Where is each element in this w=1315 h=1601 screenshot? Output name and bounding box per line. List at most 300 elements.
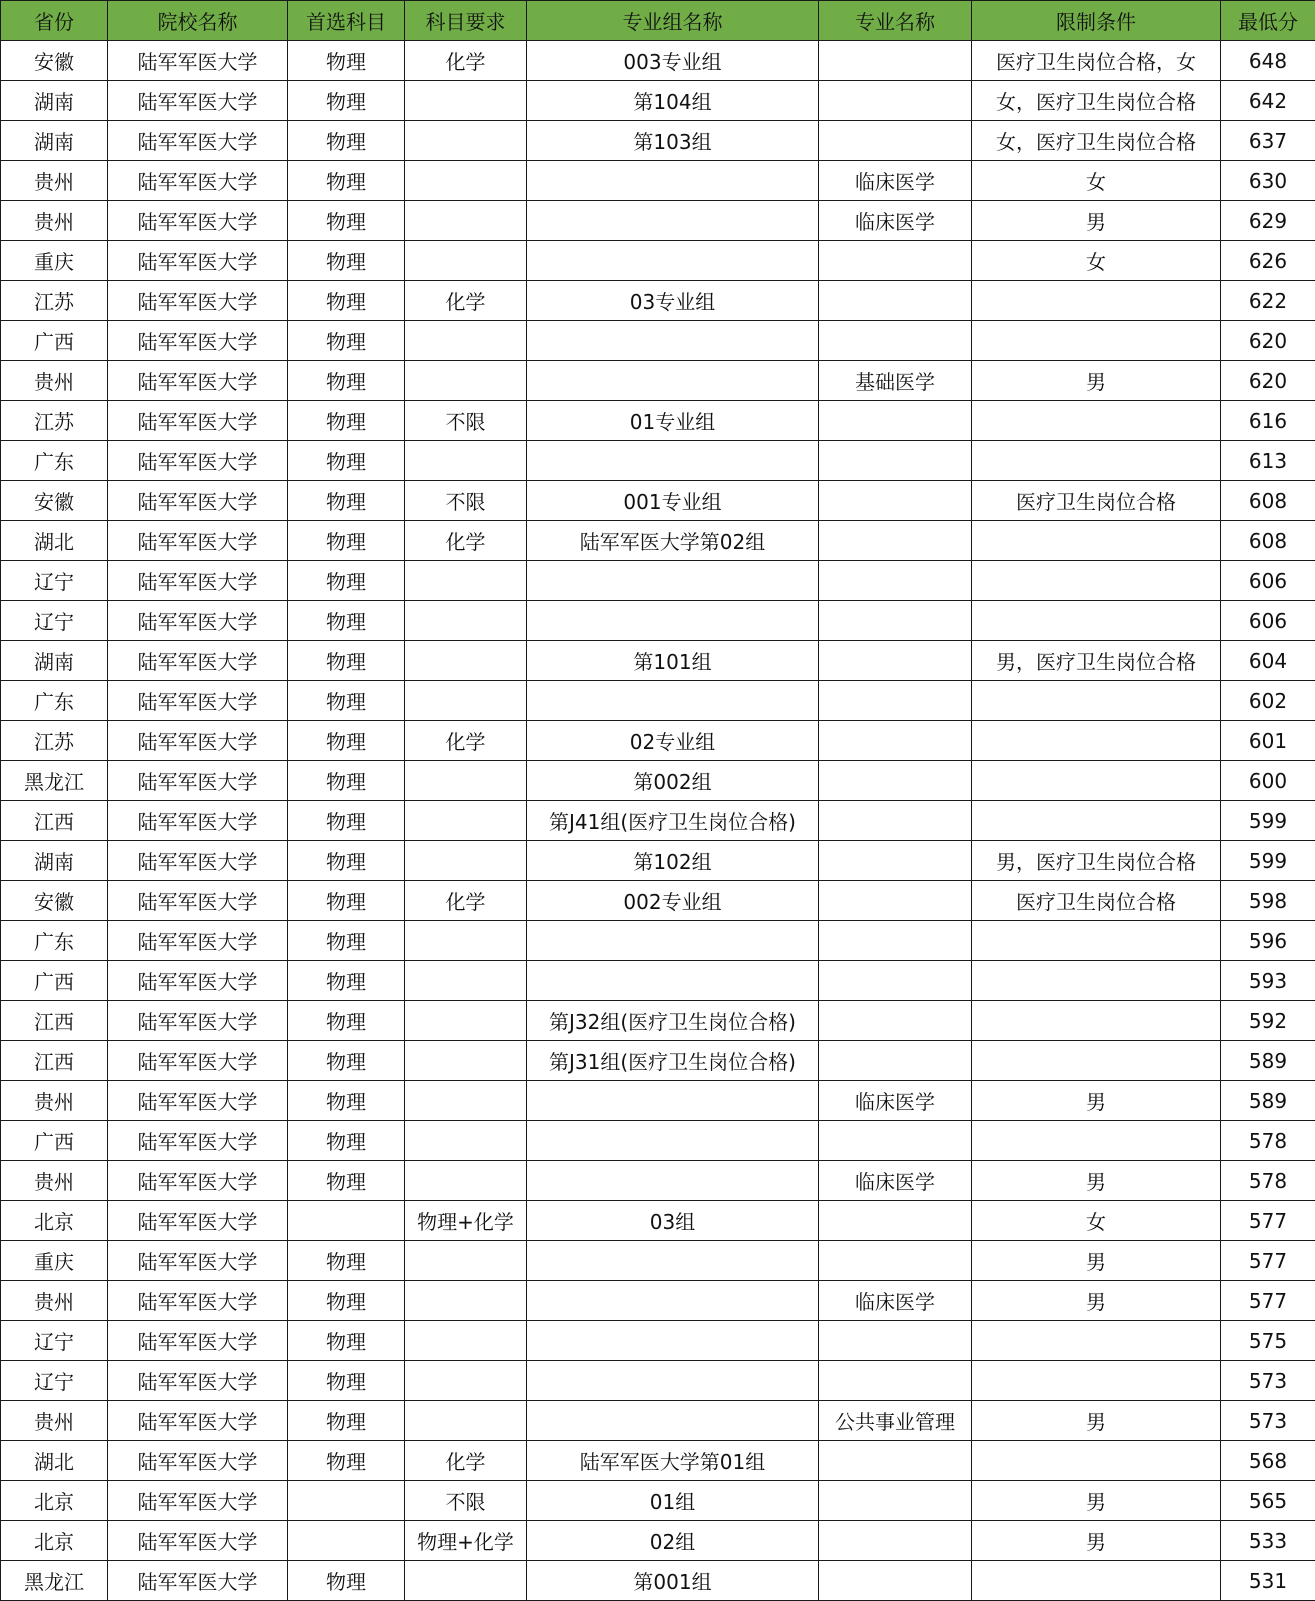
table-row bbox=[1, 1441, 1315, 1481]
first-subject-cell: 物理 bbox=[288, 681, 405, 721]
major-name-cell bbox=[819, 281, 972, 321]
major-group-cell: 第102组 bbox=[527, 841, 819, 881]
table-row bbox=[1, 1001, 1315, 1041]
table-row bbox=[1, 41, 1315, 81]
restriction-cell: 男 bbox=[972, 361, 1221, 401]
restriction-cell: 女 bbox=[972, 241, 1221, 281]
major-name-cell bbox=[819, 1561, 972, 1601]
major-name-cell: 临床医学 bbox=[819, 161, 972, 201]
subject-requirement-cell bbox=[405, 761, 527, 801]
school-name-cell: 陆军军医大学 bbox=[108, 161, 288, 201]
major-name-cell bbox=[819, 1241, 972, 1281]
province-cell: 江西 bbox=[1, 1001, 108, 1041]
min-score-cell: 599 bbox=[1221, 801, 1315, 841]
table-row bbox=[1, 241, 1315, 281]
major-name-cell bbox=[819, 1041, 972, 1081]
school-name-cell: 陆军军医大学 bbox=[108, 1121, 288, 1161]
school-name-cell: 陆军军医大学 bbox=[108, 441, 288, 481]
table-row bbox=[1, 1281, 1315, 1321]
province-cell: 江苏 bbox=[1, 401, 108, 441]
first-subject-cell: 物理 bbox=[288, 481, 405, 521]
first-subject-cell: 物理 bbox=[288, 241, 405, 281]
first-subject-cell: 物理 bbox=[288, 1561, 405, 1601]
restriction-cell bbox=[972, 1121, 1221, 1161]
province-cell: 贵州 bbox=[1, 1281, 108, 1321]
first-subject-cell: 物理 bbox=[288, 201, 405, 241]
major-name-cell bbox=[819, 1001, 972, 1041]
min-score-cell: 613 bbox=[1221, 441, 1315, 481]
major-name-cell: 临床医学 bbox=[819, 1081, 972, 1121]
province-cell: 辽宁 bbox=[1, 561, 108, 601]
min-score-cell: 577 bbox=[1221, 1281, 1315, 1321]
header-province: 省份 bbox=[1, 1, 108, 41]
subject-requirement-cell: 化学 bbox=[405, 1441, 527, 1481]
restriction-cell bbox=[972, 761, 1221, 801]
major-group-cell bbox=[527, 1281, 819, 1321]
restriction-cell: 医疗卫生岗位合格 bbox=[972, 481, 1221, 521]
subject-requirement-cell bbox=[405, 361, 527, 401]
province-cell: 黑龙江 bbox=[1, 761, 108, 801]
province-cell: 江西 bbox=[1, 1041, 108, 1081]
major-name-cell bbox=[819, 1441, 972, 1481]
school-name-cell: 陆军军医大学 bbox=[108, 1241, 288, 1281]
major-name-cell bbox=[819, 41, 972, 81]
province-cell: 重庆 bbox=[1, 1241, 108, 1281]
major-name-cell bbox=[819, 1201, 972, 1241]
major-group-cell bbox=[527, 1401, 819, 1441]
restriction-cell: 医疗卫生岗位合格 bbox=[972, 881, 1221, 921]
school-name-cell: 陆军军医大学 bbox=[108, 281, 288, 321]
major-name-cell bbox=[819, 1521, 972, 1561]
table-row bbox=[1, 1521, 1315, 1561]
major-group-cell: 第103组 bbox=[527, 121, 819, 161]
major-name-cell bbox=[819, 561, 972, 601]
province-cell: 北京 bbox=[1, 1481, 108, 1521]
first-subject-cell: 物理 bbox=[288, 881, 405, 921]
province-cell: 北京 bbox=[1, 1201, 108, 1241]
min-score-cell: 620 bbox=[1221, 321, 1315, 361]
table-row bbox=[1, 641, 1315, 681]
restriction-cell: 男 bbox=[972, 1241, 1221, 1281]
province-cell: 安徽 bbox=[1, 881, 108, 921]
major-group-cell: 01组 bbox=[527, 1481, 819, 1521]
subject-requirement-cell bbox=[405, 1081, 527, 1121]
province-cell: 贵州 bbox=[1, 1401, 108, 1441]
major-group-cell: 第J41组(医疗卫生岗位合格) bbox=[527, 801, 819, 841]
restriction-cell: 男，医疗卫生岗位合格 bbox=[972, 641, 1221, 681]
province-cell: 安徽 bbox=[1, 481, 108, 521]
school-name-cell: 陆军军医大学 bbox=[108, 1361, 288, 1401]
first-subject-cell: 物理 bbox=[288, 1121, 405, 1161]
first-subject-cell: 物理 bbox=[288, 1361, 405, 1401]
province-cell: 江苏 bbox=[1, 721, 108, 761]
min-score-cell: 589 bbox=[1221, 1081, 1315, 1121]
major-group-cell bbox=[527, 1361, 819, 1401]
first-subject-cell: 物理 bbox=[288, 601, 405, 641]
first-subject-cell: 物理 bbox=[288, 81, 405, 121]
header-major-group-name: 专业组名称 bbox=[527, 1, 819, 41]
first-subject-cell: 物理 bbox=[288, 1441, 405, 1481]
province-cell: 重庆 bbox=[1, 241, 108, 281]
province-cell: 湖南 bbox=[1, 841, 108, 881]
major-group-cell bbox=[527, 321, 819, 361]
table-row bbox=[1, 881, 1315, 921]
major-group-cell bbox=[527, 1081, 819, 1121]
min-score-cell: 565 bbox=[1221, 1481, 1315, 1521]
major-group-cell: 03专业组 bbox=[527, 281, 819, 321]
first-subject-cell: 物理 bbox=[288, 1081, 405, 1121]
province-cell: 贵州 bbox=[1, 201, 108, 241]
subject-requirement-cell: 不限 bbox=[405, 481, 527, 521]
school-name-cell: 陆军军医大学 bbox=[108, 81, 288, 121]
table-row bbox=[1, 1321, 1315, 1361]
subject-requirement-cell bbox=[405, 241, 527, 281]
school-name-cell: 陆军军医大学 bbox=[108, 1041, 288, 1081]
subject-requirement-cell bbox=[405, 201, 527, 241]
min-score-cell: 629 bbox=[1221, 201, 1315, 241]
major-group-cell: 第J31组(医疗卫生岗位合格) bbox=[527, 1041, 819, 1081]
table-row bbox=[1, 441, 1315, 481]
major-group-cell bbox=[527, 921, 819, 961]
min-score-cell: 601 bbox=[1221, 721, 1315, 761]
major-group-cell: 001专业组 bbox=[527, 481, 819, 521]
school-name-cell: 陆军军医大学 bbox=[108, 1481, 288, 1521]
major-group-cell bbox=[527, 1241, 819, 1281]
school-name-cell: 陆军军医大学 bbox=[108, 401, 288, 441]
subject-requirement-cell: 化学 bbox=[405, 721, 527, 761]
min-score-cell: 573 bbox=[1221, 1401, 1315, 1441]
min-score-cell: 637 bbox=[1221, 121, 1315, 161]
min-score-cell: 573 bbox=[1221, 1361, 1315, 1401]
major-group-cell bbox=[527, 201, 819, 241]
min-score-cell: 531 bbox=[1221, 1561, 1315, 1601]
major-name-cell bbox=[819, 441, 972, 481]
school-name-cell: 陆军军医大学 bbox=[108, 881, 288, 921]
min-score-cell: 620 bbox=[1221, 361, 1315, 401]
major-group-cell: 02组 bbox=[527, 1521, 819, 1561]
school-name-cell: 陆军军医大学 bbox=[108, 1321, 288, 1361]
province-cell: 广西 bbox=[1, 1121, 108, 1161]
min-score-cell: 598 bbox=[1221, 881, 1315, 921]
province-cell: 江西 bbox=[1, 801, 108, 841]
major-name-cell bbox=[819, 1481, 972, 1521]
min-score-cell: 606 bbox=[1221, 601, 1315, 641]
first-subject-cell: 物理 bbox=[288, 121, 405, 161]
table-row bbox=[1, 841, 1315, 881]
major-group-cell bbox=[527, 961, 819, 1001]
subject-requirement-cell bbox=[405, 121, 527, 161]
province-cell: 湖南 bbox=[1, 121, 108, 161]
subject-requirement-cell: 化学 bbox=[405, 281, 527, 321]
major-group-cell bbox=[527, 1121, 819, 1161]
province-cell: 广东 bbox=[1, 921, 108, 961]
first-subject-cell: 物理 bbox=[288, 761, 405, 801]
school-name-cell: 陆军军医大学 bbox=[108, 1161, 288, 1201]
major-name-cell bbox=[819, 801, 972, 841]
restriction-cell: 女 bbox=[972, 1201, 1221, 1241]
restriction-cell: 男 bbox=[972, 1081, 1221, 1121]
header-row bbox=[1, 1, 1315, 41]
major-name-cell bbox=[819, 721, 972, 761]
restriction-cell bbox=[972, 961, 1221, 1001]
restriction-cell bbox=[972, 601, 1221, 641]
restriction-cell bbox=[972, 561, 1221, 601]
school-name-cell: 陆军军医大学 bbox=[108, 921, 288, 961]
major-group-cell bbox=[527, 441, 819, 481]
restriction-cell bbox=[972, 1561, 1221, 1601]
header-subject-requirement: 科目要求 bbox=[405, 1, 527, 41]
restriction-cell bbox=[972, 521, 1221, 561]
school-name-cell: 陆军军医大学 bbox=[108, 1561, 288, 1601]
school-name-cell: 陆军军医大学 bbox=[108, 721, 288, 761]
table-row bbox=[1, 361, 1315, 401]
restriction-cell: 女 bbox=[972, 161, 1221, 201]
major-name-cell bbox=[819, 761, 972, 801]
subject-requirement-cell: 不限 bbox=[405, 1481, 527, 1521]
major-name-cell bbox=[819, 601, 972, 641]
first-subject-cell: 物理 bbox=[288, 1001, 405, 1041]
table-row bbox=[1, 1561, 1315, 1601]
major-group-cell: 第002组 bbox=[527, 761, 819, 801]
subject-requirement-cell: 化学 bbox=[405, 41, 527, 81]
school-name-cell: 陆军军医大学 bbox=[108, 561, 288, 601]
major-name-cell: 基础医学 bbox=[819, 361, 972, 401]
restriction-cell bbox=[972, 321, 1221, 361]
min-score-cell: 578 bbox=[1221, 1161, 1315, 1201]
restriction-cell bbox=[972, 1321, 1221, 1361]
school-name-cell: 陆军军医大学 bbox=[108, 961, 288, 1001]
subject-requirement-cell bbox=[405, 681, 527, 721]
min-score-cell: 606 bbox=[1221, 561, 1315, 601]
restriction-cell bbox=[972, 1441, 1221, 1481]
table-row bbox=[1, 81, 1315, 121]
min-score-cell: 599 bbox=[1221, 841, 1315, 881]
table-row bbox=[1, 201, 1315, 241]
min-score-cell: 600 bbox=[1221, 761, 1315, 801]
first-subject-cell bbox=[288, 1521, 405, 1561]
subject-requirement-cell bbox=[405, 921, 527, 961]
subject-requirement-cell bbox=[405, 1361, 527, 1401]
province-cell: 贵州 bbox=[1, 1081, 108, 1121]
province-cell: 广东 bbox=[1, 441, 108, 481]
first-subject-cell: 物理 bbox=[288, 1281, 405, 1321]
major-group-cell: 陆军军医大学第02组 bbox=[527, 521, 819, 561]
min-score-cell: 604 bbox=[1221, 641, 1315, 681]
min-score-cell: 616 bbox=[1221, 401, 1315, 441]
subject-requirement-cell bbox=[405, 441, 527, 481]
restriction-cell bbox=[972, 1361, 1221, 1401]
school-name-cell: 陆军军医大学 bbox=[108, 761, 288, 801]
table-row bbox=[1, 601, 1315, 641]
restriction-cell: 女，医疗卫生岗位合格 bbox=[972, 81, 1221, 121]
major-name-cell bbox=[819, 481, 972, 521]
first-subject-cell: 物理 bbox=[288, 161, 405, 201]
min-score-cell: 608 bbox=[1221, 521, 1315, 561]
subject-requirement-cell bbox=[405, 1121, 527, 1161]
major-group-cell: 002专业组 bbox=[527, 881, 819, 921]
major-name-cell bbox=[819, 121, 972, 161]
major-name-cell bbox=[819, 921, 972, 961]
school-name-cell: 陆军军医大学 bbox=[108, 521, 288, 561]
table-row bbox=[1, 521, 1315, 561]
header-major-name: 专业名称 bbox=[819, 1, 972, 41]
first-subject-cell: 物理 bbox=[288, 721, 405, 761]
subject-requirement-cell: 化学 bbox=[405, 881, 527, 921]
subject-requirement-cell bbox=[405, 81, 527, 121]
school-name-cell: 陆军军医大学 bbox=[108, 841, 288, 881]
province-cell: 湖南 bbox=[1, 81, 108, 121]
school-name-cell: 陆军军医大学 bbox=[108, 201, 288, 241]
restriction-cell: 男 bbox=[972, 1281, 1221, 1321]
major-group-cell: 01专业组 bbox=[527, 401, 819, 441]
major-group-cell bbox=[527, 1321, 819, 1361]
restriction-cell: 男 bbox=[972, 1521, 1221, 1561]
first-subject-cell: 物理 bbox=[288, 961, 405, 1001]
major-group-cell bbox=[527, 161, 819, 201]
first-subject-cell: 物理 bbox=[288, 281, 405, 321]
school-name-cell: 陆军军医大学 bbox=[108, 241, 288, 281]
restriction-cell: 男 bbox=[972, 1161, 1221, 1201]
major-group-cell bbox=[527, 361, 819, 401]
subject-requirement-cell bbox=[405, 1241, 527, 1281]
header-min-score: 最低分 bbox=[1221, 1, 1315, 41]
table-row bbox=[1, 1361, 1315, 1401]
school-name-cell: 陆军军医大学 bbox=[108, 1001, 288, 1041]
major-name-cell bbox=[819, 681, 972, 721]
major-group-cell: 第J32组(医疗卫生岗位合格) bbox=[527, 1001, 819, 1041]
table-row bbox=[1, 401, 1315, 441]
first-subject-cell: 物理 bbox=[288, 1321, 405, 1361]
first-subject-cell: 物理 bbox=[288, 641, 405, 681]
first-subject-cell: 物理 bbox=[288, 361, 405, 401]
min-score-cell: 592 bbox=[1221, 1001, 1315, 1041]
first-subject-cell: 物理 bbox=[288, 1041, 405, 1081]
school-name-cell: 陆军军医大学 bbox=[108, 361, 288, 401]
school-name-cell: 陆军军医大学 bbox=[108, 1401, 288, 1441]
table-row bbox=[1, 721, 1315, 761]
min-score-cell: 642 bbox=[1221, 81, 1315, 121]
subject-requirement-cell bbox=[405, 1321, 527, 1361]
restriction-cell: 男 bbox=[972, 1481, 1221, 1521]
header-first-subject: 首选科目 bbox=[288, 1, 405, 41]
major-name-cell: 临床医学 bbox=[819, 201, 972, 241]
province-cell: 贵州 bbox=[1, 1161, 108, 1201]
subject-requirement-cell bbox=[405, 1041, 527, 1081]
subject-requirement-cell bbox=[405, 841, 527, 881]
table-row bbox=[1, 161, 1315, 201]
first-subject-cell: 物理 bbox=[288, 801, 405, 841]
min-score-cell: 602 bbox=[1221, 681, 1315, 721]
subject-requirement-cell: 不限 bbox=[405, 401, 527, 441]
table-body bbox=[1, 41, 1315, 1601]
restriction-cell bbox=[972, 681, 1221, 721]
province-cell: 辽宁 bbox=[1, 1321, 108, 1361]
restriction-cell: 男 bbox=[972, 1401, 1221, 1441]
major-group-cell: 02专业组 bbox=[527, 721, 819, 761]
province-cell: 广西 bbox=[1, 321, 108, 361]
min-score-cell: 568 bbox=[1221, 1441, 1315, 1481]
subject-requirement-cell bbox=[405, 801, 527, 841]
province-cell: 广东 bbox=[1, 681, 108, 721]
table-row bbox=[1, 1121, 1315, 1161]
subject-requirement-cell bbox=[405, 601, 527, 641]
school-name-cell: 陆军军医大学 bbox=[108, 41, 288, 81]
table-row bbox=[1, 1401, 1315, 1441]
school-name-cell: 陆军军医大学 bbox=[108, 601, 288, 641]
restriction-cell bbox=[972, 801, 1221, 841]
major-name-cell bbox=[819, 81, 972, 121]
table-row bbox=[1, 561, 1315, 601]
subject-requirement-cell bbox=[405, 641, 527, 681]
subject-requirement-cell bbox=[405, 561, 527, 601]
province-cell: 江苏 bbox=[1, 281, 108, 321]
subject-requirement-cell bbox=[405, 961, 527, 1001]
table-row bbox=[1, 801, 1315, 841]
table-row bbox=[1, 681, 1315, 721]
first-subject-cell: 物理 bbox=[288, 441, 405, 481]
table-row bbox=[1, 961, 1315, 1001]
table-row bbox=[1, 1041, 1315, 1081]
subject-requirement-cell: 化学 bbox=[405, 521, 527, 561]
first-subject-cell bbox=[288, 1201, 405, 1241]
first-subject-cell bbox=[288, 1481, 405, 1521]
min-score-cell: 593 bbox=[1221, 961, 1315, 1001]
major-name-cell bbox=[819, 241, 972, 281]
first-subject-cell: 物理 bbox=[288, 41, 405, 81]
major-group-cell: 003专业组 bbox=[527, 41, 819, 81]
major-name-cell bbox=[819, 1321, 972, 1361]
province-cell: 北京 bbox=[1, 1521, 108, 1561]
subject-requirement-cell bbox=[405, 1561, 527, 1601]
first-subject-cell: 物理 bbox=[288, 521, 405, 561]
school-name-cell: 陆军军医大学 bbox=[108, 641, 288, 681]
table-row bbox=[1, 921, 1315, 961]
restriction-cell bbox=[972, 441, 1221, 481]
major-group-cell bbox=[527, 241, 819, 281]
subject-requirement-cell bbox=[405, 1001, 527, 1041]
school-name-cell: 陆军军医大学 bbox=[108, 481, 288, 521]
province-cell: 广西 bbox=[1, 961, 108, 1001]
restriction-cell bbox=[972, 921, 1221, 961]
table-row bbox=[1, 121, 1315, 161]
table-row bbox=[1, 1241, 1315, 1281]
province-cell: 辽宁 bbox=[1, 1361, 108, 1401]
restriction-cell bbox=[972, 721, 1221, 761]
subject-requirement-cell bbox=[405, 1401, 527, 1441]
subject-requirement-cell: 物理+化学 bbox=[405, 1521, 527, 1561]
restriction-cell: 女，医疗卫生岗位合格 bbox=[972, 121, 1221, 161]
min-score-cell: 622 bbox=[1221, 281, 1315, 321]
min-score-cell: 589 bbox=[1221, 1041, 1315, 1081]
first-subject-cell: 物理 bbox=[288, 1241, 405, 1281]
min-score-cell: 575 bbox=[1221, 1321, 1315, 1361]
school-name-cell: 陆军军医大学 bbox=[108, 681, 288, 721]
school-name-cell: 陆军军医大学 bbox=[108, 321, 288, 361]
province-cell: 黑龙江 bbox=[1, 1561, 108, 1601]
major-name-cell bbox=[819, 1361, 972, 1401]
table-row bbox=[1, 281, 1315, 321]
restriction-cell: 男，医疗卫生岗位合格 bbox=[972, 841, 1221, 881]
major-name-cell bbox=[819, 881, 972, 921]
header-restrictions: 限制条件 bbox=[972, 1, 1221, 41]
school-name-cell: 陆军军医大学 bbox=[108, 1281, 288, 1321]
province-cell: 辽宁 bbox=[1, 601, 108, 641]
subject-requirement-cell: 物理+化学 bbox=[405, 1201, 527, 1241]
school-name-cell: 陆军军医大学 bbox=[108, 1441, 288, 1481]
province-cell: 贵州 bbox=[1, 161, 108, 201]
school-name-cell: 陆军军医大学 bbox=[108, 1081, 288, 1121]
major-group-cell bbox=[527, 1161, 819, 1201]
